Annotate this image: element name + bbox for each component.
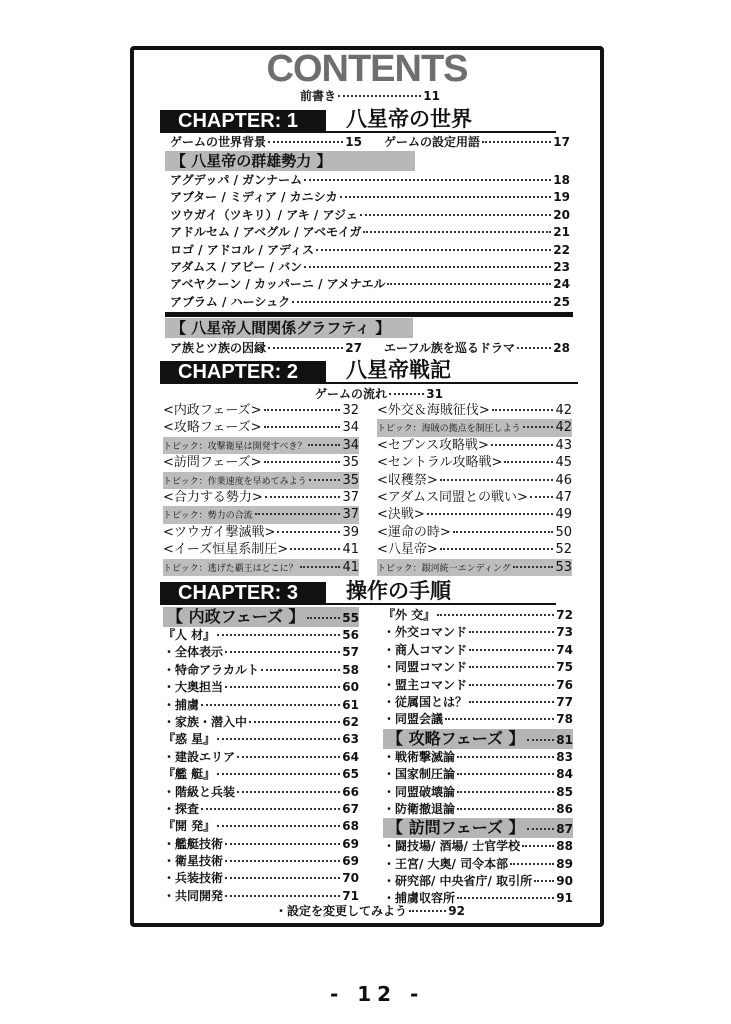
entry-label: 【 内政フェーズ 】 <box>167 607 305 626</box>
entry-page: 78 <box>556 712 573 727</box>
entry-label: ゲームの世界背景 <box>170 135 267 149</box>
topic-entry[interactable] <box>163 506 359 523</box>
chapter3-title: 操作の手順 <box>346 579 451 603</box>
entry-page: 25 <box>553 294 570 309</box>
entry-page: 23 <box>553 259 570 274</box>
toc-entry[interactable] <box>163 801 359 818</box>
toc-entry[interactable] <box>275 903 465 920</box>
entry-page: 41 <box>342 542 359 558</box>
toc-entry[interactable] <box>383 749 573 766</box>
entry-label: ロゴ / アドコル / アディス <box>170 242 315 257</box>
dot-leader <box>201 704 340 706</box>
entry-label: ゲームの流れ <box>315 387 388 401</box>
entry-page: 64 <box>342 749 359 764</box>
toc-entry[interactable] <box>383 711 573 728</box>
entry-page: 22 <box>553 242 570 257</box>
chapter1-underline <box>326 131 556 133</box>
entry-label: トピック：逃げた覇王はどこに？ <box>163 563 298 574</box>
entry-label: ・設定を変更してみよう <box>275 904 408 918</box>
dot-leader <box>304 179 551 181</box>
toc-entry[interactable] <box>377 402 572 419</box>
toc-entry[interactable] <box>163 454 359 471</box>
toc-entry[interactable] <box>163 870 359 887</box>
dot-leader <box>363 231 551 233</box>
entry-label: <八星帝> <box>377 542 438 558</box>
entry-page: 85 <box>556 784 573 799</box>
entry-page: 63 <box>342 732 359 747</box>
entry-page: 92 <box>448 904 465 918</box>
dot-leader <box>261 669 340 671</box>
entry-label: ・建設エリア <box>163 749 236 764</box>
toc-entry[interactable] <box>163 731 359 748</box>
entry-label: ・同盟破壊論 <box>383 784 456 799</box>
group-header-factions: 【 八星帝の群雄勢力 】 <box>165 151 415 171</box>
dot-leader <box>457 773 554 775</box>
dot-leader <box>482 141 551 143</box>
toc-entry[interactable] <box>163 419 359 436</box>
entry-page: 81 <box>556 732 573 747</box>
entry-page: 61 <box>342 697 359 712</box>
dot-leader <box>527 828 555 830</box>
toc-entry[interactable] <box>170 276 570 293</box>
dot-leader <box>225 651 340 653</box>
entry-label: ツウガイ（ツキリ）/ アキ / アジェ <box>170 207 358 222</box>
entry-label: ・捕虜収容所 <box>383 891 456 906</box>
entry-label: 前書き <box>300 89 337 103</box>
dot-leader <box>338 95 421 97</box>
entry-page: 71 <box>342 888 359 903</box>
entry-label: ・艦艇技術 <box>163 836 224 851</box>
toc-entry[interactable] <box>170 172 570 189</box>
toc-entry[interactable] <box>377 454 572 471</box>
entry-page: 62 <box>342 714 359 729</box>
dot-leader <box>225 860 340 862</box>
dot-leader <box>217 738 340 740</box>
entry-label: ・盟主コマンド <box>383 677 468 692</box>
entry-page: 47 <box>555 489 572 505</box>
entry-label: アグデッパ / ガンナーム <box>170 173 303 187</box>
toc-entry[interactable] <box>163 644 359 661</box>
dot-leader <box>300 566 341 568</box>
topic-entry[interactable] <box>377 419 572 436</box>
entry-page: 83 <box>556 749 573 764</box>
entry-label: ・大奥担当 <box>163 680 224 695</box>
entry-page: 41 <box>342 559 359 575</box>
entry-label: <収穫祭> <box>377 472 438 488</box>
toc-entry[interactable] <box>170 259 570 276</box>
entry-label: 『開 発』 <box>163 819 216 834</box>
entry-page: 34 <box>342 420 359 436</box>
chapter2-title: 八星帝戦記 <box>346 358 451 382</box>
entry-label: ・闘技場/ 酒場/ 士官学校 <box>383 839 521 854</box>
entry-label: <アダムス同盟との戦い> <box>377 489 528 505</box>
entry-label: ・階級と兵装 <box>163 784 236 799</box>
entry-page: 43 <box>555 437 572 453</box>
entry-label: <訪問フェーズ> <box>163 455 262 471</box>
entry-label: アブラム / ハーシュク <box>170 294 291 309</box>
entry-label: 【 訪問フェーズ 】 <box>387 818 525 838</box>
toc-entry[interactable] <box>383 607 573 624</box>
entry-page: 46 <box>555 472 572 488</box>
toc-entry[interactable] <box>377 437 572 454</box>
entry-page: 19 <box>553 190 570 205</box>
dot-leader <box>469 684 554 686</box>
dot-leader <box>217 825 340 827</box>
entry-label: <運命の時> <box>377 524 451 540</box>
dot-leader <box>264 409 341 411</box>
entry-label: <合力する勢力> <box>163 489 263 505</box>
entry-page: 88 <box>556 839 573 854</box>
divider <box>165 312 573 317</box>
entry-page: 90 <box>556 874 573 889</box>
dot-leader <box>440 479 554 481</box>
entry-label: アダムス / アビー / バン <box>170 259 303 274</box>
entry-page: 67 <box>342 801 359 816</box>
entry-label: ・外交コマンド <box>383 625 468 640</box>
group-header-relations: 【 八星帝人間関係グラフティ 】 <box>165 318 413 338</box>
dot-leader <box>440 548 554 550</box>
entry-page: 86 <box>556 801 573 816</box>
dot-leader <box>469 701 554 703</box>
entry-page: 39 <box>342 524 359 540</box>
entry-page: 66 <box>342 784 359 799</box>
phase-header-entry[interactable] <box>163 607 359 627</box>
entry-label: ア族とツ族の因縁 <box>170 341 267 355</box>
toc-entry[interactable] <box>383 801 573 818</box>
entry-label: ・防衛撤退論 <box>383 801 456 816</box>
dot-leader <box>457 756 554 758</box>
toc-entry[interactable] <box>384 134 570 151</box>
entry-label: トピック：勢力の合流 <box>163 511 253 522</box>
entry-label: 『艦 艇』 <box>163 767 216 782</box>
dot-leader <box>360 214 552 216</box>
entry-page: 27 <box>345 341 362 355</box>
dot-leader <box>409 910 446 912</box>
toc-entry[interactable] <box>163 853 359 870</box>
entry-label: トピック：銀河統一エンディング <box>377 563 511 574</box>
entry-label: <セントラル攻略戦> <box>377 455 503 471</box>
dot-leader <box>492 409 554 411</box>
entry-page: 84 <box>556 767 573 782</box>
chapter3-underline <box>326 603 556 605</box>
entry-page: 21 <box>553 225 570 240</box>
chapter1-tag: CHAPTER: 1 <box>160 110 326 133</box>
entry-page: 52 <box>555 542 572 558</box>
dot-leader <box>445 718 554 720</box>
dot-leader <box>277 531 340 533</box>
entry-label: <攻略フェーズ> <box>163 420 262 436</box>
dot-leader <box>469 649 554 651</box>
dot-leader <box>265 496 341 498</box>
toc-entry[interactable] <box>163 749 359 766</box>
entry-label: <決戦> <box>377 507 425 523</box>
entry-page: 91 <box>556 891 573 906</box>
dot-leader <box>268 347 343 349</box>
phase-header-entry[interactable] <box>383 818 573 838</box>
entry-page: 87 <box>556 822 573 837</box>
dot-leader <box>264 426 341 428</box>
dot-leader <box>217 773 340 775</box>
entry-label: トピック：作業速度を早めてみよう <box>163 476 307 487</box>
dot-leader <box>513 566 554 568</box>
entry-label: アブター / ミディア / カニシカ <box>170 190 338 205</box>
entry-page: 89 <box>556 856 573 871</box>
dot-leader <box>307 617 341 619</box>
entry-label: ・同盟コマンド <box>383 660 468 675</box>
entry-page: 75 <box>556 660 573 675</box>
dot-leader <box>522 845 554 847</box>
entry-label: ・戦術撃滅論 <box>383 749 456 764</box>
entry-page: 17 <box>553 135 570 149</box>
entry-page: 20 <box>553 207 570 222</box>
toc-entry[interactable] <box>383 856 573 873</box>
entry-page: 31 <box>426 387 443 401</box>
entry-label: ・研究部/ 中央省庁/ 取引所 <box>383 874 533 889</box>
entry-page: 28 <box>553 341 570 355</box>
entry-label: 『人 材』 <box>163 628 216 642</box>
toc-entry[interactable] <box>170 189 570 206</box>
entry-label: トピック：攻撃衛星は開発すべき？ <box>163 441 307 452</box>
entry-page: 70 <box>342 871 359 886</box>
dot-leader <box>237 756 340 758</box>
entry-page: 35 <box>342 455 359 471</box>
entry-label: <ツウガイ撃滅戦> <box>163 524 276 540</box>
entry-page: 57 <box>342 645 359 660</box>
entry-label: アドルセム / アベグル / アベモイガ <box>170 225 362 240</box>
dot-leader <box>469 666 554 668</box>
toc-entry[interactable] <box>383 694 573 711</box>
toc-entry[interactable] <box>384 340 570 357</box>
topic-entry[interactable] <box>163 437 359 454</box>
toc-entry[interactable] <box>163 489 359 506</box>
toc-entry[interactable] <box>170 134 362 151</box>
entry-page: 34 <box>342 437 359 453</box>
chapter1-title: 八星帝の世界 <box>346 107 472 131</box>
topic-entry[interactable] <box>163 559 359 576</box>
entry-page: 68 <box>342 819 359 834</box>
toc-entry[interactable] <box>383 873 573 890</box>
dot-leader <box>225 895 340 897</box>
entry-label: ・特命アラカルト <box>163 662 260 677</box>
toc-entry[interactable] <box>377 472 572 489</box>
dot-leader <box>510 863 554 865</box>
entry-label: <イーズ恒星系制圧> <box>163 542 289 558</box>
toc-entry[interactable] <box>163 836 359 853</box>
entry-label: ・同盟会議 <box>383 712 444 727</box>
entry-label: ・王宮/ 大奥/ 司令本部 <box>383 856 509 871</box>
toc-entry[interactable] <box>163 818 359 835</box>
entry-page: 37 <box>342 507 359 523</box>
chapter3-tag: CHAPTER: 3 <box>160 582 326 605</box>
toc-entry[interactable] <box>377 489 572 506</box>
entry-label: ・捕虜 <box>163 697 200 712</box>
toc-entry[interactable] <box>163 784 359 801</box>
phase-header-entry[interactable] <box>383 729 573 749</box>
entry-page: 42 <box>555 420 572 436</box>
chapter2-tag: CHAPTER: 2 <box>160 361 326 384</box>
toc-entry[interactable] <box>377 524 572 541</box>
entry-label: ・衛星技術 <box>163 854 224 869</box>
entry-page: 76 <box>556 677 573 692</box>
entry-label: <セブンス攻略戦> <box>377 437 489 453</box>
dot-leader <box>457 791 554 793</box>
dot-leader <box>457 808 554 810</box>
dot-leader <box>290 548 340 550</box>
entry-page: 37 <box>342 489 359 505</box>
entry-label: トピック：海賊の拠点を制圧しよう <box>377 424 521 435</box>
entry-page: 35 <box>342 472 359 488</box>
dot-leader <box>292 301 551 303</box>
toc-entry[interactable] <box>383 642 573 659</box>
dot-leader <box>453 531 554 533</box>
toc-entry[interactable] <box>383 677 573 694</box>
chapter2-underline <box>326 382 578 384</box>
dot-leader <box>427 513 554 515</box>
entry-page: 49 <box>555 507 572 523</box>
dot-leader <box>437 614 554 616</box>
contents-title: CONTENTS <box>266 48 468 90</box>
toc-entry[interactable] <box>383 659 573 676</box>
dot-leader <box>340 196 552 198</box>
entry-label: 『惑 星』 <box>163 732 216 747</box>
entry-page: 24 <box>553 277 570 292</box>
dot-leader <box>255 513 341 515</box>
entry-label: ・国家制圧論 <box>383 767 456 782</box>
entry-label: ・全体表示 <box>163 645 224 660</box>
dot-leader <box>504 461 553 463</box>
toc-entry[interactable] <box>300 88 440 105</box>
entry-page: 73 <box>556 625 573 640</box>
dot-leader <box>523 426 554 428</box>
entry-page: 74 <box>556 642 573 657</box>
entry-label: 【 攻略フェーズ 】 <box>387 728 525 748</box>
entry-page: 53 <box>555 559 572 575</box>
entry-label: エーフル族を巡るドラマ <box>384 341 515 355</box>
entry-page: 77 <box>556 694 573 709</box>
toc-entry[interactable] <box>383 784 573 801</box>
toc-entry[interactable] <box>163 541 359 558</box>
dot-leader <box>517 347 551 349</box>
dot-leader <box>308 444 340 446</box>
entry-page: 45 <box>555 455 572 471</box>
entry-page: 72 <box>556 608 573 622</box>
dot-leader <box>316 249 551 251</box>
toc-entry[interactable] <box>170 207 570 224</box>
toc-entry[interactable] <box>163 679 359 696</box>
dot-leader <box>304 266 551 268</box>
preface-entry[interactable] <box>300 88 440 105</box>
dot-leader <box>264 461 341 463</box>
entry-label: ・探査 <box>163 801 200 816</box>
entry-page: 11 <box>423 89 440 103</box>
toc-entry[interactable] <box>163 524 359 541</box>
entry-label: ・兵装技術 <box>163 871 224 886</box>
entry-page: 69 <box>342 854 359 869</box>
toc-entry[interactable] <box>383 766 573 783</box>
toc-entry[interactable] <box>163 402 359 419</box>
dot-leader <box>237 791 340 793</box>
dot-leader <box>530 496 554 498</box>
entry-page: 42 <box>555 403 572 418</box>
toc-entry[interactable] <box>170 242 570 259</box>
toc-entry[interactable] <box>163 627 359 644</box>
page-number: - 12 - <box>330 982 425 1006</box>
dot-leader <box>389 393 424 395</box>
entry-label: ・商人コマンド <box>383 642 468 657</box>
dot-leader <box>217 634 340 636</box>
dot-leader <box>225 877 340 879</box>
entry-label: ・家族・潜入中 <box>163 714 248 729</box>
entry-page: 50 <box>555 524 572 540</box>
entry-label: <内政フェーズ> <box>163 403 262 418</box>
toc-entry[interactable] <box>377 506 572 523</box>
entry-label: 『外 交』 <box>383 608 436 622</box>
toc-entry[interactable] <box>170 294 570 311</box>
toc-entry[interactable] <box>377 541 572 558</box>
toc-entry[interactable] <box>315 386 443 403</box>
dot-leader <box>457 897 554 899</box>
dot-leader <box>268 141 343 143</box>
entry-page: 32 <box>342 403 359 418</box>
entry-page: 56 <box>342 628 359 642</box>
entry-label: アベヤクーン / カッパーニ / アメナエル <box>170 277 386 292</box>
dot-leader <box>309 479 341 481</box>
dot-leader <box>225 843 340 845</box>
entry-page: 58 <box>342 662 359 677</box>
entry-page: 55 <box>342 611 359 625</box>
toc-entry[interactable] <box>163 697 359 714</box>
toc-entry[interactable] <box>383 838 573 855</box>
toc-entry[interactable] <box>163 714 359 731</box>
dot-leader <box>225 686 340 688</box>
dot-leader <box>534 880 554 882</box>
dot-leader <box>387 283 551 285</box>
toc-entry[interactable] <box>170 224 570 241</box>
toc-entry[interactable] <box>170 340 362 357</box>
toc-entry[interactable] <box>383 624 573 641</box>
topic-entry[interactable] <box>377 559 572 576</box>
dot-leader <box>491 444 554 446</box>
entry-label: ・共同開発 <box>163 888 224 903</box>
entry-page: 69 <box>342 836 359 851</box>
topic-entry[interactable] <box>163 472 359 489</box>
entry-page: 65 <box>342 767 359 782</box>
entry-page: 18 <box>553 173 570 187</box>
entry-page: 15 <box>345 135 362 149</box>
entry-label: ゲームの設定用語 <box>384 135 481 149</box>
entry-page: 60 <box>342 680 359 695</box>
dot-leader <box>527 739 555 741</box>
entry-label: ・従属国とは？ <box>383 694 468 709</box>
toc-entry[interactable] <box>163 662 359 679</box>
dot-leader <box>249 721 340 723</box>
dot-leader <box>469 631 554 633</box>
toc-entry[interactable] <box>163 766 359 783</box>
dot-leader <box>201 808 340 810</box>
entry-label: <外交＆海賊征伐> <box>377 403 490 418</box>
